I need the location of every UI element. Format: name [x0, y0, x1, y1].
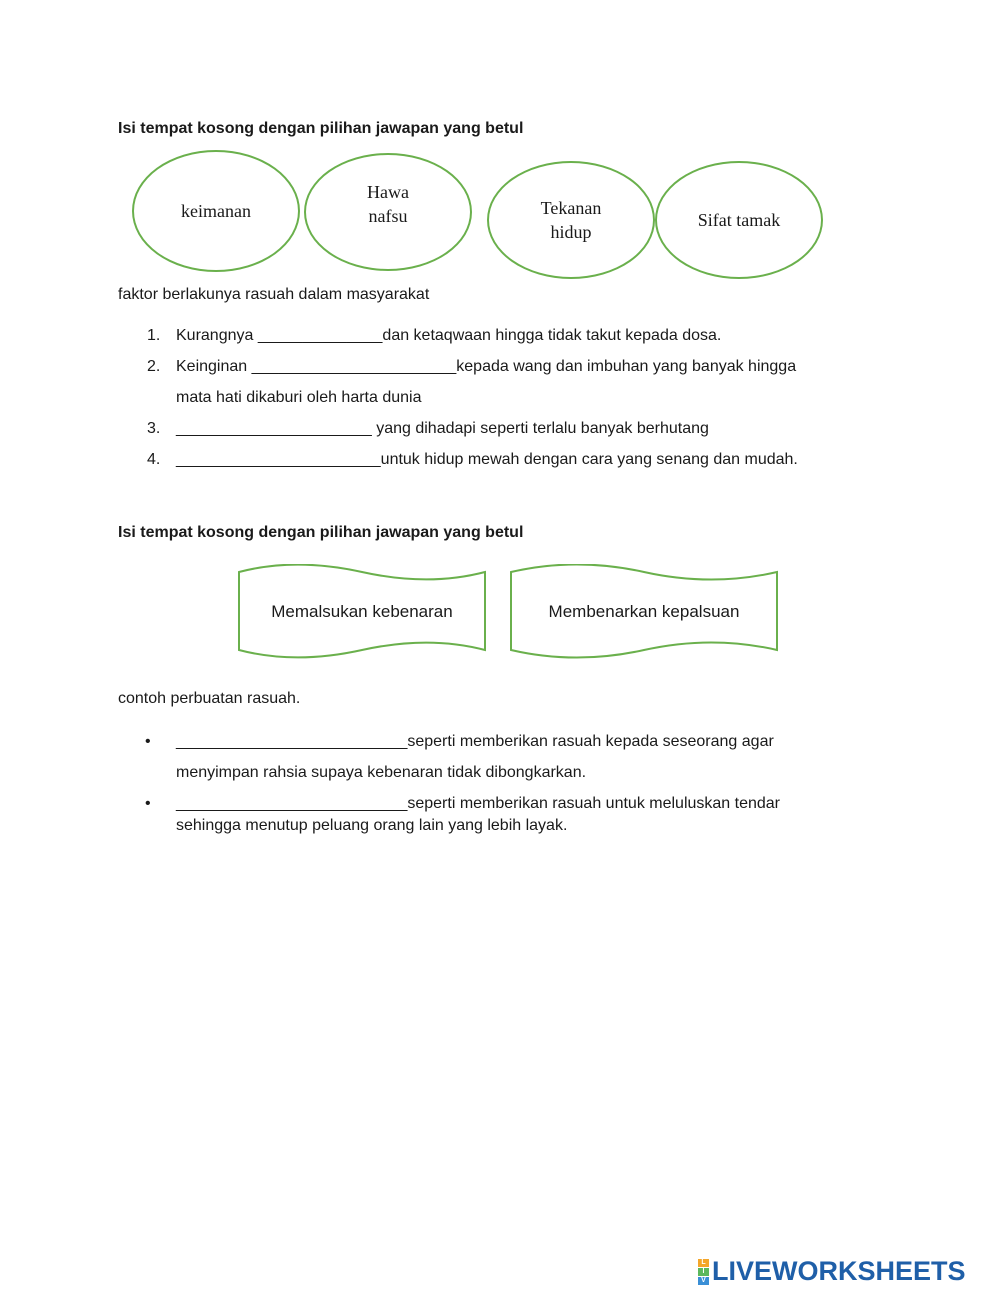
option-label: keimanan — [181, 201, 251, 221]
option-label: Tekanan hidup — [540, 198, 602, 242]
section1-intro: faktor berlakunya rasuah dalam masyarakat — [118, 286, 430, 303]
item-text: __________________________seperti memberikan rasuah kepada seseorang agar — [176, 733, 774, 750]
liveworksheets-logo[interactable] — [698, 1256, 966, 1287]
item-number: 1. — [147, 327, 161, 344]
logo-text: LIVEWORKSHEETS — [712, 1256, 966, 1286]
item-text-continued: sehingga menutup peluang orang lain yang lebih layak. — [176, 817, 568, 834]
item-text: _______________________untuk hidup mewah dengan cara yang senang dan mudah. — [176, 451, 798, 468]
section2-intro: contoh perbuatan rasuah. — [118, 690, 301, 707]
item-text: __________________________seperti memberikan rasuah untuk meluluskan tendar — [176, 795, 780, 812]
option-label: Hawa nafsu — [367, 182, 409, 226]
item-text: Keinginan _______________________kepada wang dan imbuhan yang banyak hingga — [176, 358, 797, 375]
item-number: 3. — [147, 420, 161, 437]
option-oval-hawa-nafsu[interactable] — [304, 153, 472, 271]
bullet-icon: • — [145, 733, 151, 750]
option-oval-tekanan-hidup[interactable] — [487, 161, 655, 279]
logo-letter: I — [698, 1268, 709, 1276]
item-text: Kurangnya ______________dan ketaqwaan hingga tidak takut kepada dosa. — [176, 327, 722, 344]
item-text-continued: mata hati dikaburi oleh harta dunia — [176, 389, 422, 406]
logo-letter: L — [698, 1259, 709, 1267]
option-label: Memalsukan kebenaran — [271, 601, 453, 621]
item-number: 4. — [147, 451, 161, 468]
item-number: 2. — [147, 358, 161, 375]
section1-heading: Isi tempat kosong dengan pilihan jawapan yang betul — [118, 120, 524, 137]
item-text: ______________________ yang dihadapi seperti terlalu banyak berhutang — [176, 420, 709, 437]
item-text-continued: menyimpan rahsia supaya kebenaran tidak dibongkarkan. — [176, 764, 587, 781]
option-wave-memalsukan-kebenaran[interactable] — [237, 564, 487, 659]
bullet-icon: • — [145, 795, 151, 812]
option-label: Membenarkan kepalsuan — [548, 601, 740, 621]
logo-mark-icon — [698, 1259, 709, 1285]
option-label: Sifat tamak — [697, 210, 781, 230]
option-oval-sifat-tamak[interactable] — [655, 161, 823, 279]
option-oval-keimanan[interactable] — [132, 150, 300, 272]
section2-heading: Isi tempat kosong dengan pilihan jawapan yang betul — [118, 524, 524, 541]
logo-letter: V — [698, 1277, 709, 1285]
option-wave-membenarkan-kepalsuan[interactable] — [509, 564, 779, 659]
